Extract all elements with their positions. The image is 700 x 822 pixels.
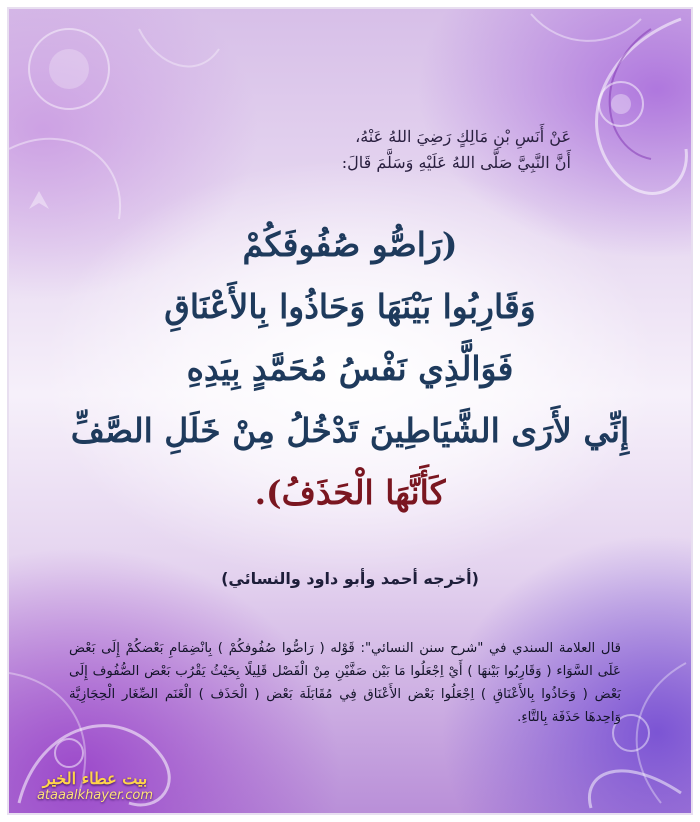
hadith-line-1: (رَاصُّو صُفُوفَكُمْ [242,225,458,264]
logo-arabic: بيت عطاء الخير [42,769,148,788]
hadith-text [9,214,691,524]
logo-latin: ataaalkhayer.com [36,788,154,803]
site-logo [25,769,165,803]
hadith-card [7,7,693,815]
hadith-source: (أخرجه أحمد وأبو داود والنسائي) [221,569,479,588]
narrator-intro [141,124,571,176]
hadith-line-5: كَأَنَّهَا الْحَذَفُ). [254,473,446,512]
narrator-line-1: عَنْ أَنَسِ بْنِ مَالِكٍ رَضِيَ اللهُ عَنْهُ، [355,127,571,146]
hadith-line-4: إِنِّي لأَرَى الشَّيَاطِينَ تَدْخُلُ مِنْ خَلَلِ الصَّفِّ [70,411,630,450]
narrator-line-2: أَنَّ النَّبِيَّ صَلَّى اللهُ عَلَيْهِ وَسَلَّمَ قَالَ: [341,153,571,172]
commentary-text: قال العلامة السندي في "شرح سنن النسائي": قَوْله ( رَاصُّوا صُفُوفكُمْ ) بِانْضِمَامِ بَعْضكُمْ إِلَى بَعْض عَلَى السَّوَاء ( وَقَارِبُوا بَيْنهَا ) أَيْ اِجْعَلُوا مَا بَيْن صَفَّيْنِ مِنْ الْفَصْل قَلِيلًا بِحَيْثُ يَقْرُب بَعْض الصُّفُوف إِلَى بَعْض ( وَحَاذُوا بِالأَعْنَاقِ ) اِجْعَلُوا بَعْض الأَعْنَاق فِي مُقَابَلَة بَعْض ( الْحَذَف ) الْغَنَم الصِّغَار الْحِجَازِيَّة وَاحِدهَا حَذَفَة بِالتَّاءِ. [69,641,621,725]
hadith-line-3: فَوَالَّذِي نَفْسُ مُحَمَّدٍ بِيَدِهِ [186,349,514,388]
hadith-line-2: وَقَارِبُوا بَيْنَهَا وَحَاذُوا بِالأَعْنَاقِ [164,287,536,326]
